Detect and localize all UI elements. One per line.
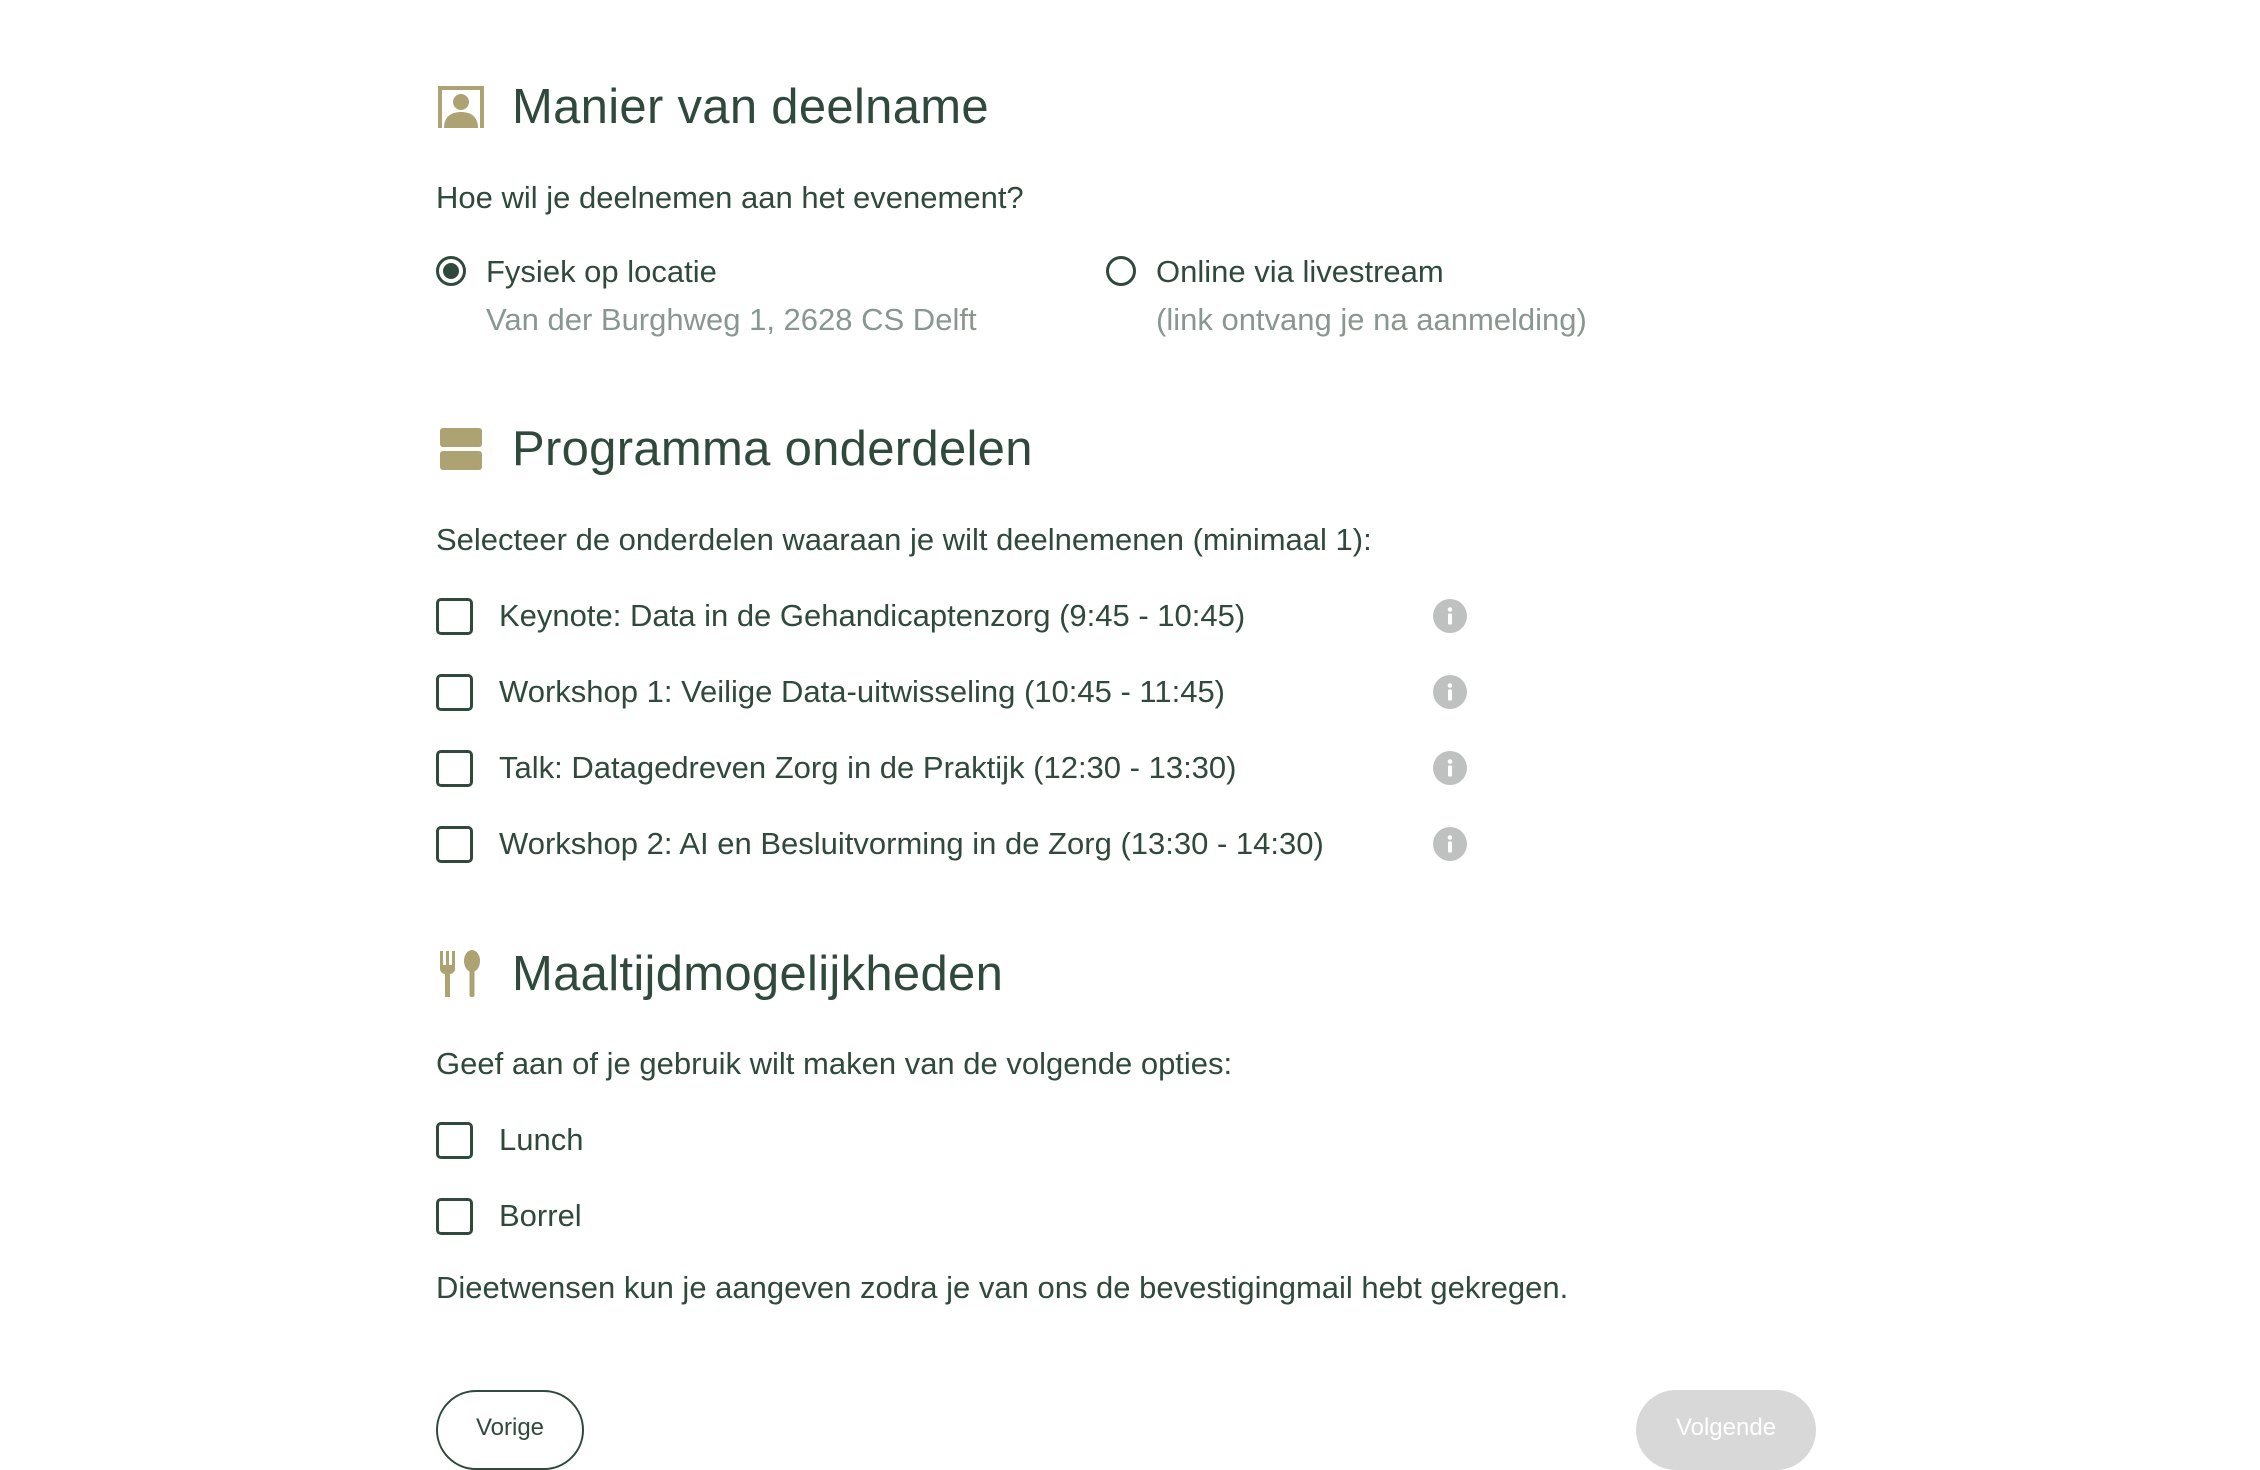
- registration-form: [436, 0, 1816, 1441]
- diet-note: Dieetwensen kun je aangeven zodra je van ons de bevestigingmail hebt gekregen.: [436, 1270, 1569, 1305]
- program-label-talk: Talk: Datagedreven Zorg in de Praktijk (12:30 - 13:30): [499, 750, 1237, 785]
- meal-label-lunch: Lunch: [499, 1122, 584, 1157]
- fork-spoon-icon: [436, 949, 486, 999]
- radio-selected-dot: [443, 263, 459, 279]
- program-title: Programma onderdelen: [512, 421, 1033, 476]
- meals-section-header: [436, 946, 1004, 1001]
- radio-option-online[interactable]: [1106, 252, 1587, 340]
- radio-button-online[interactable]: [1106, 256, 1136, 286]
- info-icon[interactable]: [1433, 599, 1467, 633]
- meal-checkbox-borrel[interactable]: [436, 1198, 473, 1235]
- stacked-blocks-icon: [436, 424, 486, 474]
- radio-sub-physical: Van der Burghweg 1, 2628 CS Delft: [486, 302, 977, 337]
- program-item[interactable]: [436, 748, 1476, 788]
- participation-title: Manier van deelname: [512, 79, 989, 134]
- program-prompt: Selecteer de onderdelen waaraan je wilt deelnemenen (minimaal 1):: [436, 522, 1372, 557]
- info-icon[interactable]: [1433, 751, 1467, 785]
- meals-title: Maaltijdmogelijkheden: [512, 946, 1004, 1001]
- program-item[interactable]: [436, 824, 1476, 864]
- program-item[interactable]: [436, 672, 1476, 712]
- previous-button[interactable]: Vorige: [436, 1390, 584, 1470]
- program-checkbox-workshop-1[interactable]: [436, 674, 473, 711]
- radio-option-physical[interactable]: [436, 252, 977, 340]
- program-label-workshop-1: Workshop 1: Veilige Data-uitwisseling (10:45 - 11:45): [499, 674, 1226, 709]
- program-label-keynote: Keynote: Data in de Gehandicaptenzorg (9:45 - 10:45): [499, 598, 1246, 633]
- info-icon[interactable]: [1433, 827, 1467, 861]
- meal-checkbox-lunch[interactable]: [436, 1122, 473, 1159]
- participation-question: Hoe wil je deelnemen aan het evenement?: [436, 180, 1024, 215]
- radio-label-online: Online via livestream: [1156, 254, 1444, 289]
- meal-item[interactable]: [436, 1196, 1476, 1236]
- meals-prompt: Geef aan of je gebruik wilt maken van de volgende opties:: [436, 1046, 1233, 1081]
- program-section-header: [436, 421, 1033, 476]
- meal-item[interactable]: [436, 1120, 1476, 1160]
- next-button[interactable]: Volgende: [1636, 1390, 1816, 1470]
- program-checkbox-workshop-2[interactable]: [436, 826, 473, 863]
- program-item[interactable]: [436, 596, 1476, 636]
- info-icon[interactable]: [1433, 675, 1467, 709]
- program-checkbox-keynote[interactable]: [436, 598, 473, 635]
- radio-sub-online: (link ontvang je na aanmelding): [1156, 302, 1587, 337]
- meal-label-borrel: Borrel: [499, 1198, 582, 1233]
- program-checkbox-talk[interactable]: [436, 750, 473, 787]
- participation-section-header: [436, 79, 989, 134]
- program-label-workshop-2: Workshop 2: AI en Besluitvorming in de Zorg (13:30 - 14:30): [499, 826, 1324, 861]
- radio-label-physical: Fysiek op locatie: [486, 254, 717, 289]
- radio-button-physical[interactable]: [436, 256, 466, 286]
- person-portrait-icon: [436, 82, 486, 132]
